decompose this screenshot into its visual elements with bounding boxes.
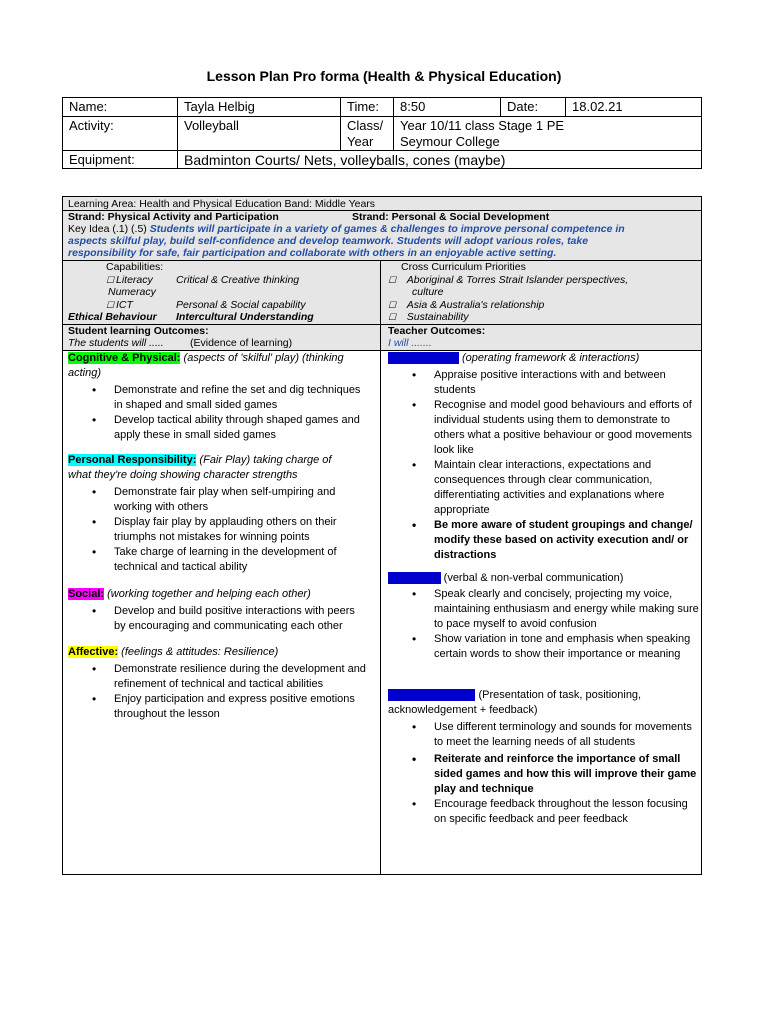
activity-value: Volleyball — [178, 117, 341, 151]
list-item: • Take charge of learning in the development of technical and tactical ability — [114, 545, 368, 575]
cap-intercultural: Intercultural Understanding — [176, 311, 314, 323]
social-label: Social: — [68, 588, 105, 600]
time-value: 8:50 — [394, 98, 501, 117]
cognitive-section — [68, 351, 368, 443]
affective-desc: (feelings & attitudes: Resilience) — [118, 646, 279, 658]
key-idea-text1: Students will participate in a variety of games & challenges to improve personal competence in — [149, 223, 625, 235]
cap-literacy: ☐ Literacy — [106, 274, 153, 286]
checkbox-icon: ☐ — [106, 300, 115, 310]
list-item: • Speak clearly and concisely, projecting my voice, maintaining enthusiasm and energy while making sure to pace myself to avoid confusion — [434, 587, 700, 632]
list-item: • Maintain clear interactions, expectations and consequences through clear communication, differentiating activities and explanations where appropriate — [434, 458, 700, 518]
time-label: Time: — [341, 98, 394, 117]
management-section — [388, 351, 700, 563]
list-item: • Use different terminology and sounds for movements to meet the learning needs of all students — [434, 720, 700, 750]
student-outcomes-sub-b: (Evidence of learning) — [190, 337, 293, 349]
date-value: 18.02.21 — [566, 98, 702, 117]
class-value — [394, 117, 702, 151]
social-heading — [68, 587, 368, 602]
affective-label: Affective: — [68, 646, 119, 658]
list-item: • Reiterate and reinforce the importance of small sided games and how this will improve their game play and technique — [434, 752, 700, 797]
checkbox-icon: ☐ — [388, 300, 397, 310]
list-item: • Demonstrate fair play when self-umpiring and working with others — [114, 485, 368, 515]
equipment-value: Badminton Courts/ Nets, volleyballs, cones (maybe) — [178, 151, 702, 169]
list-item: • Develop and build positive interactions with peers by encouraging and communicating each other — [114, 604, 368, 634]
teacher-outcomes-heading: Teacher Outcomes: — [388, 325, 486, 337]
class-value-line2: Seymour College — [400, 134, 500, 149]
affective-heading — [68, 645, 368, 660]
cognitive-label: Cognitive & Physical: — [68, 352, 181, 364]
ccp-item3: ☐ Sustainability — [388, 311, 469, 323]
social-section — [68, 587, 368, 634]
activity-label: Activity: — [63, 117, 178, 151]
key-idea-line3: responsibility for safe, fair participation and collaborate with others in an enjoyable active setting. — [68, 247, 557, 259]
class-label — [341, 117, 394, 151]
list-item: • Appraise positive interactions with and between students — [434, 368, 700, 398]
student-outcomes-sub-a: The students will ..... — [68, 337, 164, 349]
cognitive-heading — [68, 351, 368, 366]
management-label: Management: — [388, 352, 459, 364]
key-idea-line1 — [68, 223, 625, 235]
management-desc: (operating framework & interactions) — [458, 352, 640, 364]
equipment-label: Equipment: — [63, 151, 178, 169]
presence-desc: (verbal & non-verbal communication) — [440, 572, 624, 584]
personal-desc: (Fair Play) taking charge of — [196, 454, 332, 466]
cognitive-desc: (aspects of 'skilful' play) (thinking — [180, 352, 344, 364]
learning-plan-box — [62, 196, 702, 875]
cap-personal: Personal & Social capability — [176, 299, 306, 311]
personal-heading — [68, 453, 368, 468]
class-value-line1: Year 10/11 class Stage 1 PE — [400, 118, 565, 133]
affective-section — [68, 645, 368, 722]
personal-label: Personal Responsibility: — [68, 454, 197, 466]
presence-label: Presence: — [388, 572, 441, 584]
presence-heading — [388, 571, 700, 586]
management-heading — [388, 351, 700, 366]
personal-section — [68, 453, 368, 575]
list-item: • Enjoy participation and express positive emotions throughout the lesson — [114, 692, 368, 722]
lesson-header-table — [62, 97, 702, 169]
pedagogy-desc-cont: acknowledgement + feedback) — [388, 704, 538, 716]
list-item: • Be more aware of student groupings and change/ modify these based on activity execution and/ or distractions — [434, 518, 700, 563]
personal-desc-cont: what they're doing showing character strengths — [68, 469, 298, 481]
name-label: Name: — [63, 98, 178, 117]
page-title: Lesson Plan Pro forma (Health & Physical Education) — [206, 68, 562, 84]
date-label: Date: — [501, 98, 566, 117]
learning-area-text: Learning Area: Health and Physical Education Band: Middle Years — [68, 198, 376, 210]
capabilities-heading: Capabilities: — [106, 261, 164, 273]
checkbox-icon: ☐ — [388, 312, 397, 322]
pedagogy-label: PS of Pedagogy: — [388, 689, 476, 701]
list-item: • Display fair play by applauding others on their triumphs not mistakes for winning points — [114, 515, 368, 545]
cognitive-desc-cont: acting) — [68, 367, 102, 379]
class-label-line2: Year — [347, 134, 374, 149]
list-item: • Show variation in tone and emphasis when speaking certain words to show their importance or meaning — [434, 632, 700, 662]
cap-numeracy: Numeracy — [108, 286, 156, 298]
key-idea-line2: aspects skilful play, build self-confidence and develop teamwork. Students will adopt various roles, take — [68, 235, 589, 247]
ccp-item1-cont: culture — [412, 286, 444, 298]
teacher-outcomes-sub: I will ....... — [388, 337, 432, 349]
pedagogy-section — [388, 688, 700, 827]
pedagogy-desc: (Presentation of task, positioning, — [475, 689, 642, 701]
strand-1: Strand: Physical Activity and Participation — [68, 211, 279, 223]
list-item: • Encourage feedback throughout the lesson focusing on specific feedback and peer feedback — [434, 797, 700, 827]
cap-ict: ☐ ICT — [106, 299, 133, 311]
name-value: Tayla Helbig — [178, 98, 341, 117]
checkbox-icon: ☐ — [388, 275, 397, 285]
cross-curriculum-heading: Cross Curriculum Priorities — [401, 261, 526, 273]
list-item: • Develop tactical ability through shaped games and apply these in small sided games — [114, 413, 368, 443]
ccp-item1: ☐ Aboriginal & Torres Strait Islander perspectives, — [388, 274, 629, 286]
class-label-line1: Class/ — [347, 118, 384, 133]
list-item: • Demonstrate and refine the set and dig techniques in shaped and small sided games — [114, 383, 368, 413]
student-outcomes-heading: Student learning Outcomes: — [68, 325, 209, 337]
cap-ethical: Ethical Behaviour — [68, 311, 157, 323]
ccp-item2: ☐ Asia & Australia's relationship — [388, 299, 545, 311]
key-idea-prefix: Key Idea (.1) (.5) — [68, 223, 150, 235]
pedagogy-heading — [388, 688, 700, 703]
checkbox-icon: ☐ — [106, 275, 115, 285]
presence-section — [388, 571, 700, 662]
strand-2: Strand: Personal & Social Development — [352, 211, 550, 223]
social-desc: (working together and helping each other) — [104, 588, 311, 600]
list-item: • Demonstrate resilience during the development and refinement of technical and tactical abilities — [114, 662, 368, 692]
cap-critical: Critical & Creative thinking — [176, 274, 300, 286]
list-item: • Recognise and model good behaviours and efforts of individual students using them to demonstrate to others what a positive behaviour or good movements look like — [434, 398, 700, 458]
